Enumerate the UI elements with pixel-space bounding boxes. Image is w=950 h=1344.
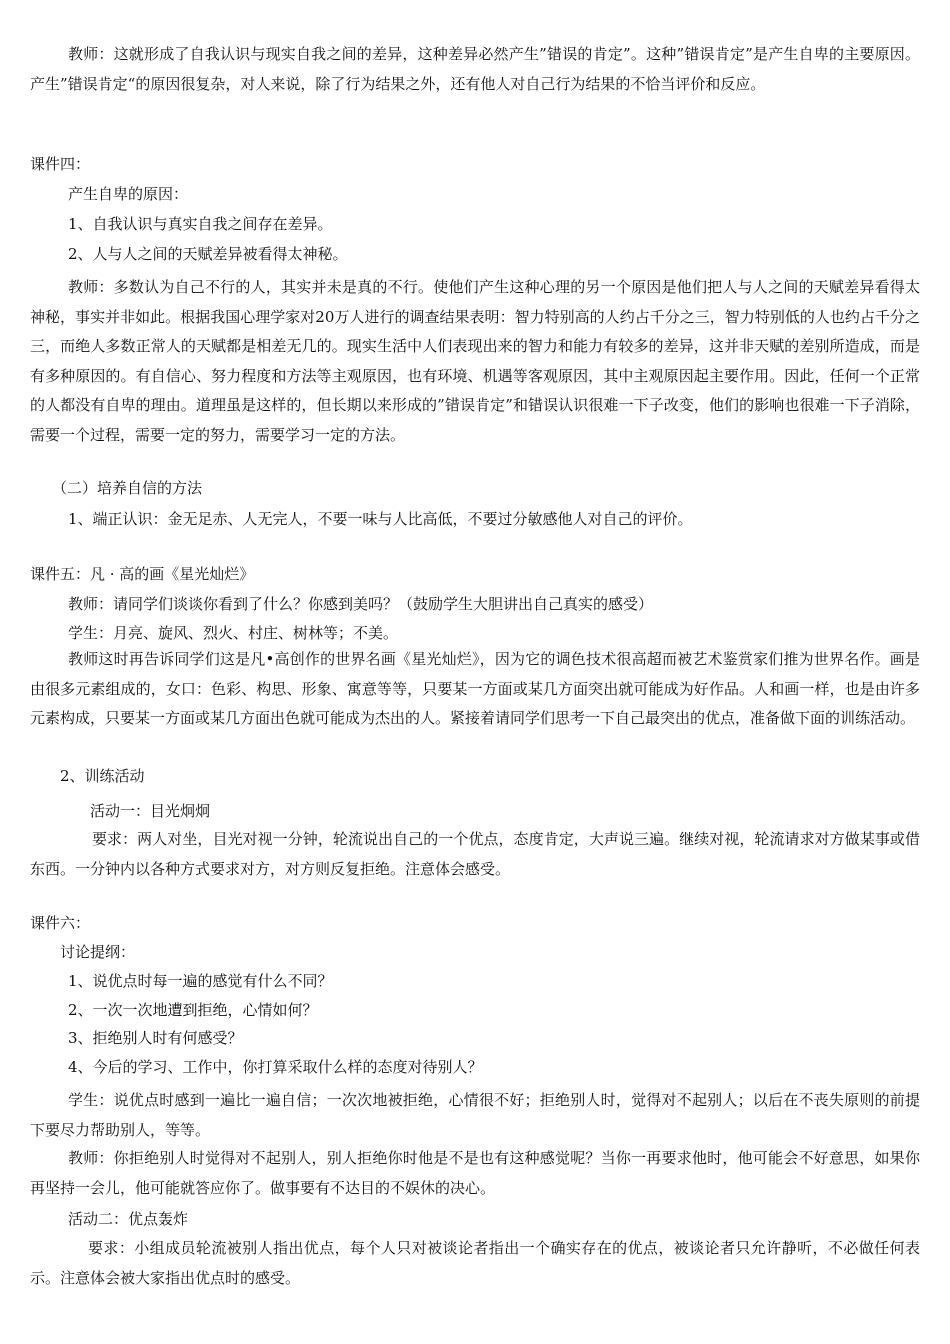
activity-2-requirements: 要求：小组成员轮流被别人指出优点，每个人只对被谈论者指出一个确实存在的优点，被谈论者只允许静听，不必做任何表示。注意体会被大家指出优点时的感受。 (30, 1239, 920, 1287)
courseware-4-heading: 课件四： (30, 155, 91, 173)
cause-item-2: 2、人与人之间的天赋差异被看得太神秘。 (68, 245, 348, 263)
teacher-question-painting: 教师：请同学们谈谈你看到了什么？你感到美吗？（鼓励学生大胆讲出自己真实的感受） (68, 595, 654, 613)
teacher-paragraph-self-cognition: 教师：这就形成了自我认识与现实自我之间的差异，这种差异必然产生”错误的肯定”。这种”错误肯定”是产生自卑的主要原因。产生”错误肯定“的原因很复杂，对人来说，除了行为结果之外，还有他人对自己行为结果的不恰当评价和反应。 (30, 45, 920, 93)
courseware-6-heading: 课件六： (30, 914, 91, 932)
activity-2-title: 活动二：优点轰炸 (68, 1210, 189, 1228)
teacher-paragraph-starry-night: 教师这时再告诉同学们这是凡•高创作的世界名画《星光灿烂》，因为它的调色技术很高超而被艺术鉴赏家们推为世界名作。画是由很多元素组成的，女口：色彩、构思、形象、寓意等等，只要某一方面或某几方面突出就可能成为好作品。人和画一样，也是由许多元素构成，只要某一方面或某几方面出色就可能成为杰出的人。紧接着请同学们思考一下自己最突出的优点，准备做下面的训练活动。 (30, 650, 920, 727)
discussion-item-1: 1、说优点时每一遍的感觉有什么不同？ (68, 972, 333, 990)
cause-item-1: 1、自我认识与真实自我之间存在差异。 (68, 215, 333, 233)
discussion-item-4: 4、今后的学习、工作中，你打算采取什么样的态度对待别人？ (68, 1058, 483, 1076)
student-answer-painting: 学生：月亮、旋风、烈火、村庄、树林等；不美。 (68, 624, 399, 642)
teacher-paragraph-persistence: 教师：你拒绝别人时觉得对不起别人，别人拒绝你时他是不是也有这种感觉呢？当你一再要求他时，他可能会不好意思，如果你再坚持一会儿，他可能就答应你了。做事要有不达目的不娱休的决心。 (30, 1149, 920, 1197)
activity-1-title: 活动一：目光炯炯 (90, 802, 211, 820)
section-heading-build-confidence: （二）培养自信的方法 (52, 479, 203, 497)
teacher-paragraph-talent-difference: 教师：多数认为自己不行的人，其实并未是真的不行。使他们产生这种心理的另一个原因是他们把人与人之间的天赋差异看得太神秘，事实并非如此。根据我国心理学家对20万人进行的调查结果表明：智力特别高的人约占千分之三，智力特别低的人也约占千分之三，而绝人多数正常人的天赋都是相差无几的。现实生活中人们表现出来的智力和能力有较多的差异，这并非天赋的差别所造成，而是有多种原因的。有自信心、努力程度和方法等主观原因，也有环境、机遇等客观原因，其中主观原因起主要作用。因此，任何一个正常的人都没有自卑的理由。道理虽是这样的，但长期以来形成的”错误肯定”和错误认识很难一下子改变，他们的影响也很难一下子消除，需要一个过程，需要一定的努力，需要学习一定的方法。 (30, 278, 920, 444)
activity-1-requirements: 要求：两人对坐，目光对视一分钟，轮流说出自己的一个优点，态度肯定，大声说三遍。继续对视，轮流请求对方做某事或借东西。一分钟内以各种方式要求对方，对方则反复拒绝。注意体会感受。 (30, 830, 920, 878)
method-item-1: 1、端正认识：金无足赤、人无完人，不要一味与人比高低，不要过分敏感他人对自己的评价。 (68, 510, 693, 528)
discussion-item-3: 3、拒绝别人时有何感受？ (68, 1029, 243, 1047)
discussion-outline-title: 讨论提纲： (60, 943, 136, 961)
student-paragraph-discussion: 学生：说优点时感到一遍比一遍自信；一次次地被拒绝，心情很不好；拒绝别人时，觉得对不起别人；以后在不丧失原则的前提下要尽力帮助别人，等等。 (30, 1091, 920, 1139)
inferiority-causes-title: 产生自卑的原因： (68, 185, 189, 203)
courseware-5-heading: 课件五：凡 · 高的画《星光灿烂》 (30, 565, 255, 583)
training-activity-heading: 2、训练活动 (60, 767, 145, 785)
discussion-item-2: 2、一次一次地遭到拒绝，心情如何？ (68, 1001, 318, 1019)
